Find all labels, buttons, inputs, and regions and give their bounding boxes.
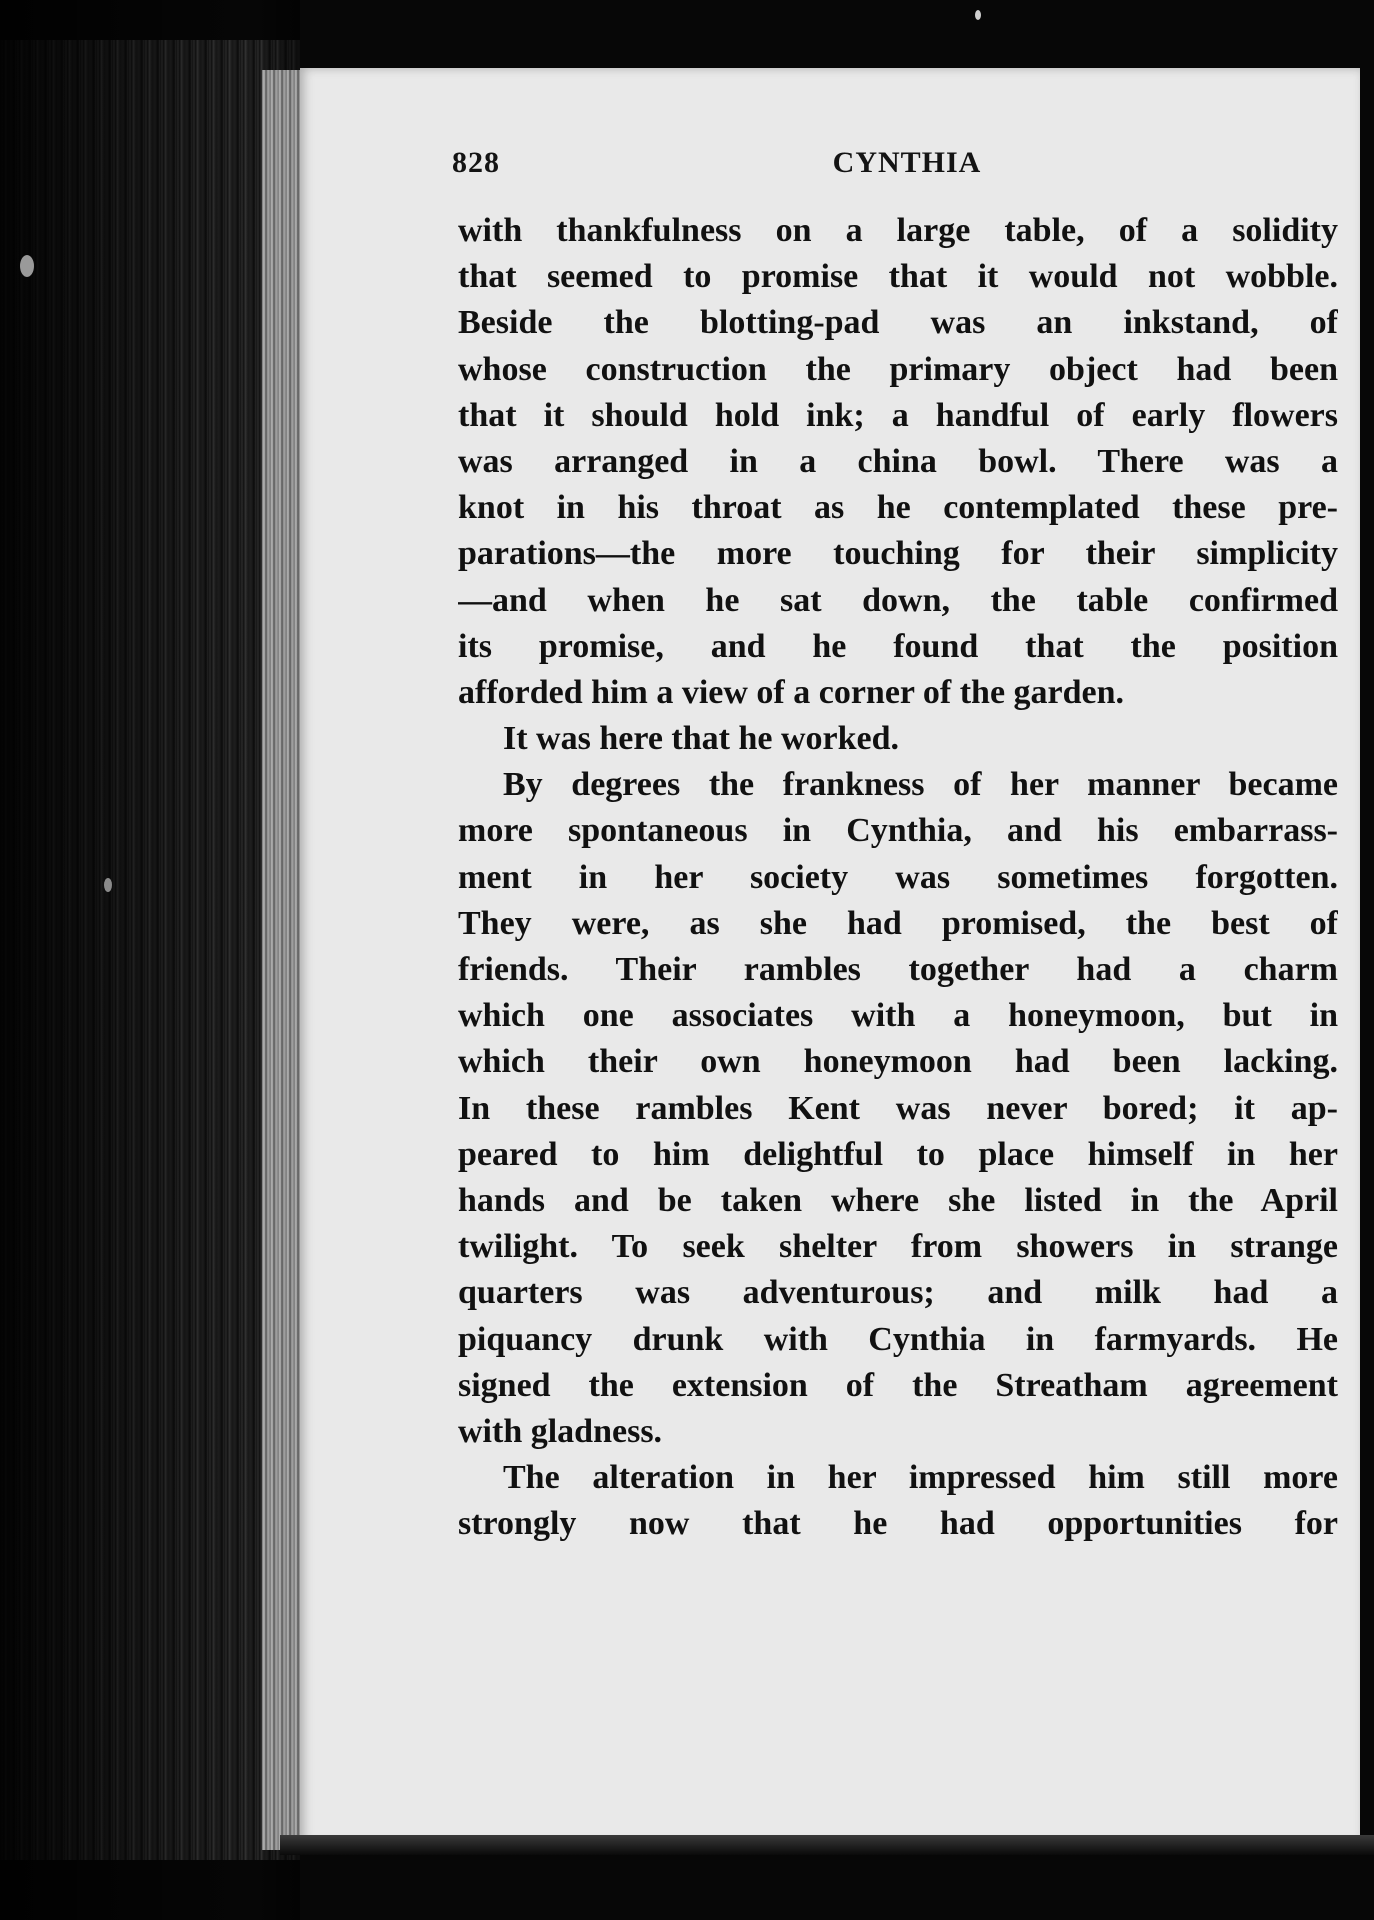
text-line: In these rambles Kent was never bored; it ap-	[458, 1089, 1338, 1127]
dust-speck	[104, 878, 112, 892]
page-number: 828	[452, 146, 500, 179]
text-line: Beside the blotting-pad was an inkstand, of	[458, 304, 1338, 342]
text-line: which their own honeymoon had been lacking.	[458, 1043, 1338, 1081]
text-line: signed the extension of the Streatham agreement	[458, 1366, 1338, 1404]
text-line: By degrees the frankness of her manner became	[503, 766, 1338, 804]
text-line: parations—the more touching for their simplicity	[458, 535, 1338, 573]
running-head	[452, 146, 1332, 186]
page-bottom-shadow	[280, 1835, 1374, 1855]
dust-speck	[975, 10, 981, 20]
text-line: friends. Their rambles together had a charm	[458, 951, 1338, 988]
text-line: —and when he sat down, the table confirmed	[458, 581, 1338, 619]
book-title: CYNTHIA	[832, 146, 982, 179]
text-line: ment in her society was sometimes forgotten.	[458, 858, 1338, 896]
text-line: twilight. To seek shelter from showers in strange	[458, 1228, 1338, 1266]
text-line: which one associates with a honeymoon, but in	[458, 997, 1338, 1035]
body-text	[458, 208, 1338, 1547]
text-line: It was here that he worked.	[503, 720, 900, 758]
book-edge-shadow	[0, 0, 300, 1920]
text-line: afforded him a view of a corner of the garden.	[458, 673, 1125, 711]
text-line: quarters was adventurous; and milk had a	[458, 1274, 1338, 1312]
text-line: that it should hold ink; a handful of early flowers	[458, 396, 1338, 434]
text-line: peared to him delightful to place himself in her	[458, 1135, 1338, 1173]
text-line: with thankfulness on a large table, of a solidity	[458, 212, 1338, 249]
text-line: The alteration in her impressed him still more	[503, 1459, 1338, 1497]
text-line: strongly now that he had opportunities for	[458, 1505, 1338, 1543]
text-line: whose construction the primary object had been	[458, 350, 1338, 388]
text-line: with gladness.	[458, 1412, 663, 1450]
text-line: was arranged in a china bowl. There was a	[458, 442, 1338, 480]
text-line: knot in his throat as he contemplated these pre-	[458, 489, 1338, 527]
text-line: They were, as she had promised, the best of	[458, 904, 1338, 942]
text-line: its promise, and he found that the position	[458, 627, 1338, 665]
text-line: piquancy drunk with Cynthia in farmyards. He	[458, 1320, 1338, 1358]
dust-speck	[20, 255, 34, 277]
text-line: more spontaneous in Cynthia, and his embarrass-	[458, 812, 1338, 850]
text-line: hands and be taken where she listed in the April	[458, 1181, 1338, 1219]
text-line: that seemed to promise that it would not wobble.	[458, 258, 1338, 296]
